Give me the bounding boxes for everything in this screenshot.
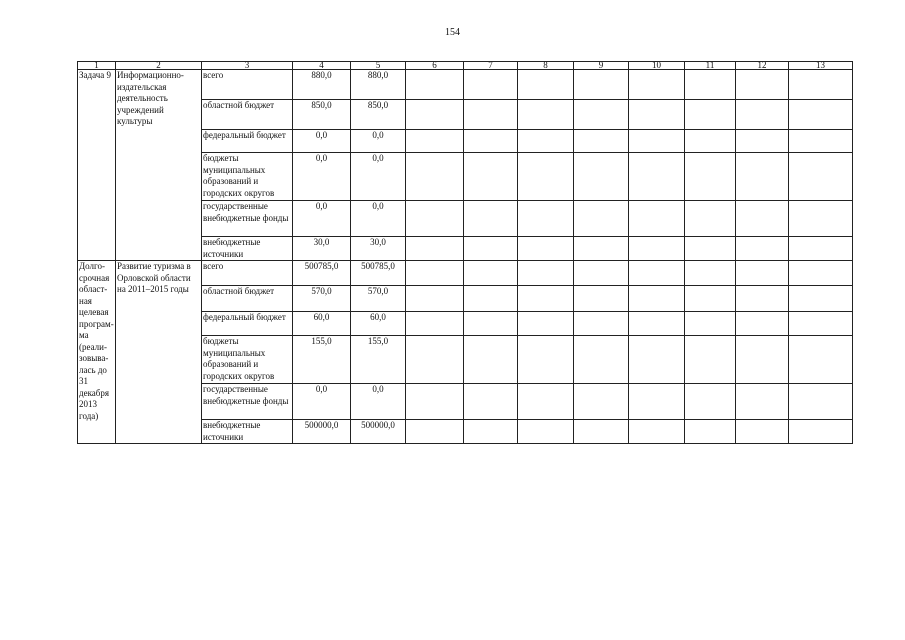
value-col5: 0,0 bbox=[351, 384, 406, 420]
column-header: 6 bbox=[406, 62, 464, 70]
value-col5: 0,0 bbox=[351, 153, 406, 201]
value-col4: 30,0 bbox=[293, 237, 351, 261]
column-header: 7 bbox=[464, 62, 518, 70]
column-header: 5 bbox=[351, 62, 406, 70]
funding-source: бюджеты муниципальных образований и городских округов bbox=[202, 153, 293, 201]
value-col4: 500785,0 bbox=[293, 261, 351, 286]
value-col4: 570,0 bbox=[293, 286, 351, 312]
value-col5: 500785,0 bbox=[351, 261, 406, 286]
value-col5: 155,0 bbox=[351, 336, 406, 384]
column-header: 12 bbox=[736, 62, 789, 70]
funding-source: областной бюджет bbox=[202, 100, 293, 130]
funding-source: областной бюджет bbox=[202, 286, 293, 312]
value-col5: 570,0 bbox=[351, 286, 406, 312]
value-col4: 0,0 bbox=[293, 201, 351, 237]
funding-source: внебюджетные источники bbox=[202, 420, 293, 444]
funding-source: государственные внебюджетные фонды bbox=[202, 384, 293, 420]
value-col4: 155,0 bbox=[293, 336, 351, 384]
value-col5: 880,0 bbox=[351, 70, 406, 100]
column-header: 3 bbox=[202, 62, 293, 70]
value-col4: 0,0 bbox=[293, 130, 351, 153]
funding-source: государственные внебюджетные фонды bbox=[202, 201, 293, 237]
value-col4: 0,0 bbox=[293, 384, 351, 420]
value-col4: 500000,0 bbox=[293, 420, 351, 444]
funding-source: федеральный бюджет bbox=[202, 130, 293, 153]
value-col4: 880,0 bbox=[293, 70, 351, 100]
column-header: 8 bbox=[518, 62, 574, 70]
table-row bbox=[78, 70, 853, 100]
value-col5: 500000,0 bbox=[351, 420, 406, 444]
funding-source: внебюджетные источники bbox=[202, 237, 293, 261]
value-col5: 0,0 bbox=[351, 130, 406, 153]
group-code: Долго-срочная област-ная целевая програм-ма (реали-зовыва-лась до 31 декабря 2013 года) bbox=[78, 261, 116, 444]
funding-source: бюджеты муниципальных образований и городских округов bbox=[202, 336, 293, 384]
funding-source: всего bbox=[202, 70, 293, 100]
value-col5: 850,0 bbox=[351, 100, 406, 130]
table-row bbox=[78, 261, 853, 286]
column-header: 11 bbox=[685, 62, 736, 70]
column-header: 4 bbox=[293, 62, 351, 70]
value-col4: 60,0 bbox=[293, 312, 351, 336]
group-name: Развитие туризма в Орловской области на 2011–2015 годы bbox=[116, 261, 202, 444]
column-header: 2 bbox=[116, 62, 202, 70]
value-col4: 850,0 bbox=[293, 100, 351, 130]
column-header: 1 bbox=[78, 62, 116, 70]
column-header: 13 bbox=[789, 62, 853, 70]
column-header: 9 bbox=[574, 62, 629, 70]
value-col5: 60,0 bbox=[351, 312, 406, 336]
value-col5: 30,0 bbox=[351, 237, 406, 261]
column-header: 10 bbox=[629, 62, 685, 70]
funding-source: федеральный бюджет bbox=[202, 312, 293, 336]
page-number: 154 bbox=[445, 27, 460, 38]
budget-table bbox=[77, 61, 853, 444]
group-code: Задача 9 bbox=[78, 70, 116, 261]
value-col4: 0,0 bbox=[293, 153, 351, 201]
group-name: Информационно-издательская деятельность учреждений культуры bbox=[116, 70, 202, 261]
value-col5: 0,0 bbox=[351, 201, 406, 237]
funding-source: всего bbox=[202, 261, 293, 286]
header-row bbox=[78, 62, 853, 70]
